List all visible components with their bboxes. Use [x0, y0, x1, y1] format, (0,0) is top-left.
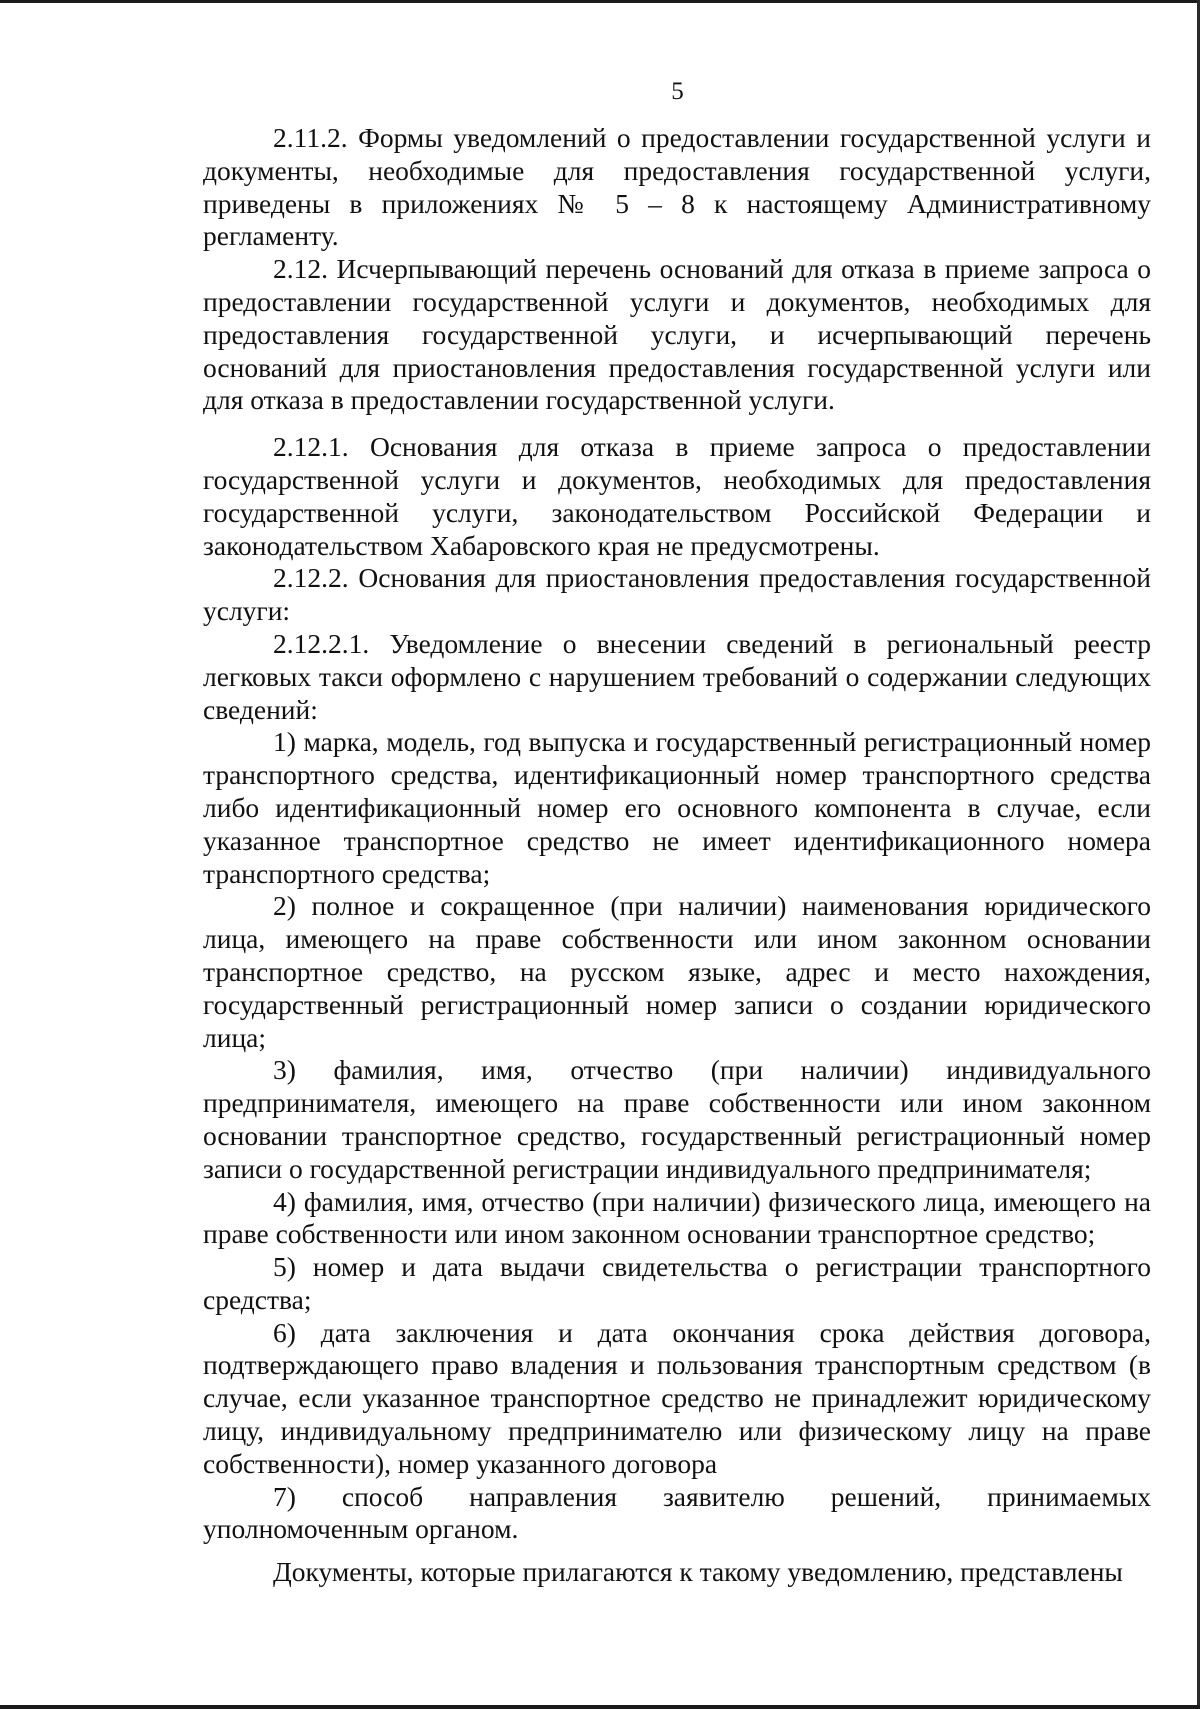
- document-body: [203, 122, 1151, 1589]
- list-item-6: 6) дата заключения и дата окончания срока действия договора, подтверждающего право владения и пользования транспортным средством (в случае, если указанное транспортное средство не принадлежит юридическому лицу, индивидуальному предпринимателю или физическому лицу на праве собственности), номер указанного договора: [203, 1316, 1151, 1479]
- list-item-4: 4) фамилия, имя, отчество (при наличии) физического лица, имеющего на праве собственности или ином законном основании транспортное средство;: [203, 1185, 1151, 1250]
- paragraph-2-12: 2.12. Исчерпывающий перечень оснований для отказа в приеме запроса о предоставлении государственной услуги и документов, необходимых для предоставления государственной услуги, и исчерпывающий перечень оснований для приостановления предоставления государственной услуги или для отказа в предоставлении государственной услуги.: [203, 253, 1151, 416]
- page-number: 5: [671, 78, 684, 105]
- paragraph-2-12-2: 2.12.2. Основания для приостановления предоставления государственной услуги:: [203, 562, 1151, 627]
- list-item-2: 2) полное и сокращенное (при наличии) наименования юридического лица, имеющего на праве собственности или ином законном основании транспортное средство, на русском языке, адрес и место нахождения, государственный регистрационный номер записи о создании юридического лица;: [203, 890, 1151, 1053]
- paragraph-documents: Документы, которые прилагаются к такому уведомлению, представлены: [273, 1556, 1123, 1588]
- scan-edge-bottom: [0, 1705, 1200, 1709]
- paragraph-2-12-2-1: 2.12.2.1. Уведомление о внесении сведений в региональный реестр легковых такси оформлено с нарушением требований о содержании следующих сведений:: [203, 627, 1151, 725]
- paragraph-2-11-2: 2.11.2. Формы уведомлений о предоставлении государственной услуги и документы, необходимые для предоставления государственной услуги, приведены в приложениях № 5 – 8 к настоящему Административному регламенту.: [203, 122, 1151, 252]
- paragraph-2-12-1: 2.12.1. Основания для отказа в приеме запроса о предоставлении государственной услуги и документов, необходимых для предоставления государственной услуги, законодательством Российской Федерации и законодательством Хабаровского края не предусмотрены.: [203, 431, 1151, 561]
- list-item-5: 5) номер и дата выдачи свидетельства о регистрации транспортного средства;: [203, 1251, 1151, 1315]
- list-item-3: 3) фамилия, имя, отчество (при наличии) индивидуального предпринимателя, имеющего на праве собственности или ином законном основании транспортное средство, государственный регистрационный номер записи о государственной регистрации индивидуального предпринимателя;: [203, 1054, 1151, 1184]
- list-item-1: 1) марка, модель, год выпуска и государственный регистрационный номер транспортного средства, идентификационный номер транспортного средства либо идентификационный номер его основного компонента в случае, если указанное транспортное средство не имеет идентификационного номера транспортного средства;: [203, 726, 1151, 889]
- scan-edge-top: [0, 0, 1200, 3]
- list-item-7: 7) способ направления заявителю решений, принимаемых уполномоченным органом.: [203, 1480, 1151, 1545]
